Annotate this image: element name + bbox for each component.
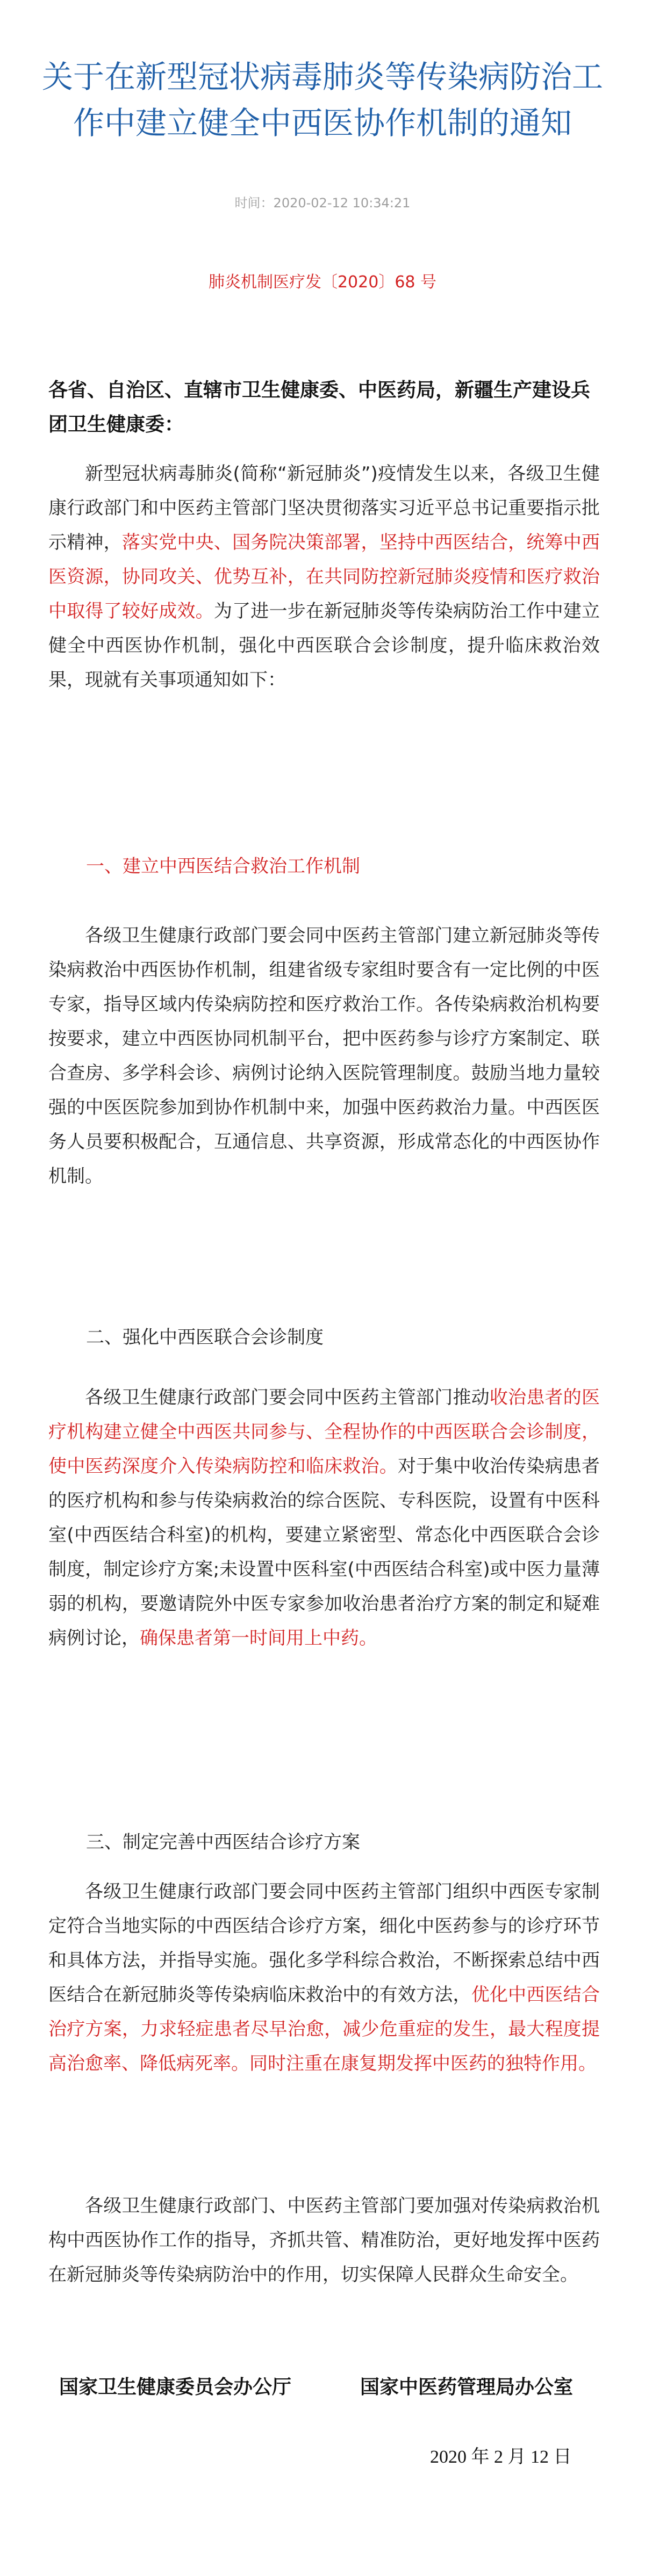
section2-run-3: 对于集中收治传染病患者的医疗机构和参与传染病救治的综合医院、专科医院，设置有中医科室(中西医结合科室)的机构，要建立紧密型、常态化中西医联合会诊制度，制定诊疗方案;未设置中医科室(中西医结合科室)或中医力量薄弱的机构，要邀请院外中医专家参加收治患者治疗方案的制定和疑难病例讨论， [48,1456,600,1649]
intro-paragraph [48,457,600,697]
section3-heading: 三、制定完善中西医结合诊疗方案 [86,1832,360,1853]
section2-run-2-highlight: 收治患者的医疗机构建立健全中西医共同参与、全程协作的中西医联合会诊制度，使中医药深度介入传染病防控和临床救治。 [48,1387,600,1477]
closing-run-1: 各级卫生健康行政部门、中医药主管部门要加强对传染病救治机构中西医协作工作的指导，齐抓共管、精准防治，更好地发挥中医药在新冠肺炎等传染病防治中的作用，切实保障人民群众生命安全。 [48,2195,600,2285]
addressee: 各省、自治区、直辖市卫生健康委、中医药局，新疆生产建设兵团卫生健康委： [48,379,591,436]
closing-paragraph [48,2189,600,2292]
section2-paragraph [48,1380,600,1655]
section1-heading: 一、建立中西医结合救治工作机制 [86,856,360,877]
section2-run-4-highlight: 确保患者第一时间用上中药。 [140,1627,377,1649]
article-title: 关于在新型冠状病毒肺炎等传染病防治工作中建立健全中西医协作机制的通知 [41,59,603,141]
section3-run-1: 各级卫生健康行政部门要会同中医药主管部门组织中西医专家制定符合当地实际的中西医结合诊疗方案，细化中医药参与的诊疗环节和具体方法，并指导实施。强化多学科综合救治，不断探索总结中西医结合在新冠肺炎等传染病临床救治中的有效方法， [48,1881,600,2006]
section3-run-2-highlight: 优化中西医结合治疗方案，力求轻症患者尽早治愈，减少危重症的发生，最大程度提高治愈率、降低病死率。同时注重在康复期发挥中医药的独特作用。 [48,1984,600,2074]
issue-date: 2020 年 2 月 12 日 [430,2447,572,2467]
section2-heading: 二、强化中西医联合会诊制度 [86,1327,324,1348]
intro-run-2-highlight: 落实党中央、国务院决策部署，坚持中西医结合，统筹中西医资源，协同攻关、优势互补，在共同防控新冠肺炎疫情和医疗救治中取得了较好成效。 [48,532,600,622]
section3-paragraph [48,1875,600,2081]
document-number: 肺炎机制医疗发〔2020〕68 号 [208,273,437,292]
publish-time: 时间：2020-02-12 10:34:21 [234,196,411,211]
signature-nhc-office: 国家卫生健康委员会办公厅 [59,2376,292,2398]
intro-run-1: 新型冠状病毒肺炎(简称“新冠肺炎”)疫情发生以来，各级卫生健康行政部门和中医药主管部门坚决贯彻落实习近平总书记重要指示批示精神， [48,463,600,553]
section1-run-1: 各级卫生健康行政部门要会同中医药主管部门建立新冠肺炎等传染病救治中西医协作机制，组建省级专家组时要含有一定比例的中医专家，指导区域内传染病防控和医疗救治工作。各传染病救治机构要按要求，建立中西医协同机制平台，把中医药参与诊疗方案制定、联合查房、多学科会诊、病例讨论纳入医院管理制度。鼓励当地力量较强的中医医院参加到协作机制中来，加强中医药救治力量。中西医医务人员要积极配合，互通信息、共享资源，形成常态化的中西医协作机制。 [48,925,600,1187]
intro-run-3: 为了进一步在新冠肺炎等传染病防治工作中建立健全中西医协作机制，强化中西医联合会诊制度，提升临床救治效果，现就有关事项通知如下： [48,600,600,691]
signature-tcm-office: 国家中医药管理局办公室 [360,2376,574,2398]
section1-paragraph [48,918,600,1193]
section2-run-1: 各级卫生健康行政部门要会同中医药主管部门推动 [85,1387,490,1408]
